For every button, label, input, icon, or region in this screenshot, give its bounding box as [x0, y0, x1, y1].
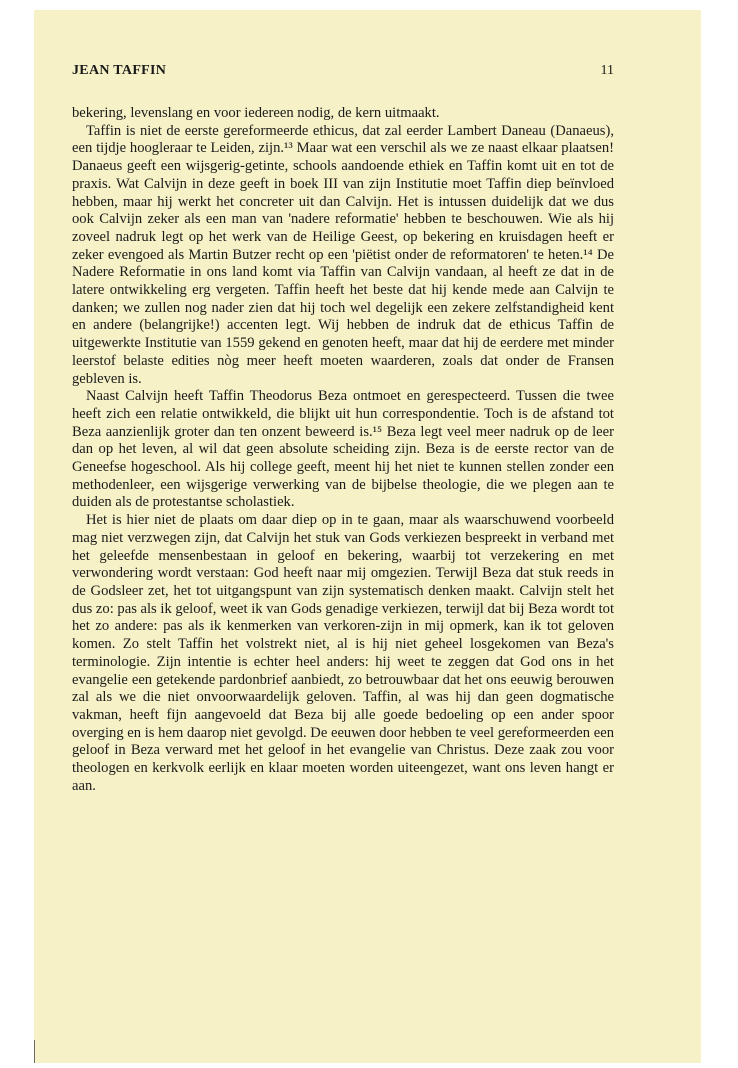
- running-head: JEAN TAFFIN: [72, 63, 167, 78]
- paragraph-3: Naast Calvijn heeft Taffin Theodorus Beza ontmoet en gerespecteerd. Tussen die twee heeft zich een relatie ontwikkeld, die blijkt uit hun correspondentie. Toch is de afstand tot Beza aanzienlijk groter dan ten onzent beweerd is.¹⁵ Beza legt veel meer nadruk op de leer dan op het leven, al wil dat geen absolute scheiding zijn. Beza is de eerste rector van de Geneefse hogeschool. Als hij college geeft, meent hij het niet te kunnen stellen zonder een methodenleer, een wijsgerige verwerking van de bijbelse theologie, die we plegen aan te duiden als de protestantse scholastiek.: [72, 388, 614, 511]
- page-number: 11: [600, 63, 614, 78]
- paragraph-1: bekering, levenslang en voor iedereen nodig, de kern uitmaakt.: [72, 105, 440, 121]
- body-text: [72, 105, 614, 795]
- scan-edge-mark: [34, 1040, 35, 1063]
- paragraph-2: Taffin is niet de eerste gereformeerde ethicus, dat zal eerder Lambert Daneau (Danaeus), een tijdje hoogleraar te Leiden, zijn.¹³ Maar wat een verschil als we ze naast elkaar plaatsen! Danaeus geeft een wijsgerig-getinte, schools aandoende ethiek en Taffin komt uit en tot de praxis. Wat Calvijn in deze geeft in boek III van zijn Institutie moet Taffin diep beïnvloed hebben, maar hij werkt het concreter uit dan Calvijn. Het is intussen duidelijk dat we dus ook Calvijn zeker als een man van 'nadere reformatie' hebben te beschouwen. Wie als hij zoveel nadruk legt op het werk van de Heilige Geest, op bekering en kruisdagen heeft er zeker evengoed als Martin Butzer recht op een 'piëtist onder de reformatoren' te heten.¹⁴ De Nadere Reformatie in ons land komt via Taffin van Calvijn vandaan, al heeft ze dat in de latere ontwikkeling erg vergeten. Taffin heeft het beste dat hij kende mede aan Calvijn te danken; we zullen nog nader zien dat hij toch wel degelijk een zekere zelfstandigheid kent en andere (belangrijke!) accenten legt. Wij hebben de indruk dat de ethicus Taffin de uitgewerkte Institutie van 1559 gekend en genoten heeft, maar dat hij de eerdere met minder leerstof belaste edities nòg meer heeft moeten waarderen, zoals dat onder de Fransen gebleven is.: [72, 122, 614, 387]
- paragraph-4: Het is hier niet de plaats om daar diep op in te gaan, maar als waarschuwend voorbeeld mag niet verzwegen zijn, dat Calvijn het stuk van Gods verkiezen bespreekt in verband met het geleefde mensenbestaan in geloof en bekering, waarbij tot verzekering en met verwondering wordt verstaan: God heeft naar mij omgezien. Terwijl Beza dat stuk reeds in de Godsleer zet, het tot uitgangspunt van zijn systematisch denken maakt. Calvijn stelt het dus zo: pas als ik geloof, weet ik van Gods genadige verkiezen, terwijl dat bij Beza wordt tot het zo andere: pas als ik kenmerken van verkoren-zijn in mij opmerk, kan ik tot geloven komen. Zo stelt Taffin het volstrekt niet, al is hij niet geheel losgekomen van Beza's terminologie. Zijn intentie is echter heel anders: hij weet te zeggen dat God ons in het evangelie een getekende pardonbrief aanbiedt, zo betrouwbaar dat het ons eeuwig berouwen zal als we die niet onvoorwaardelijk geloven. Taffin, al was hij dan geen dogmatische vakman, heeft fijn aangevoeld dat Beza bij alle goede bedoeling op een ander spoor overging en is hem daarop niet gevolgd. De eeuwen door hebben te veel gereformeerden een geloof in Beza verward met het geloof in het evangelie van Christus. Deze zaak zou voor theologen en kerkvolk eerlijk en klaar moeten worden uiteengezet, want ons leven hangt er aan.: [72, 512, 614, 794]
- page-header: [72, 63, 614, 83]
